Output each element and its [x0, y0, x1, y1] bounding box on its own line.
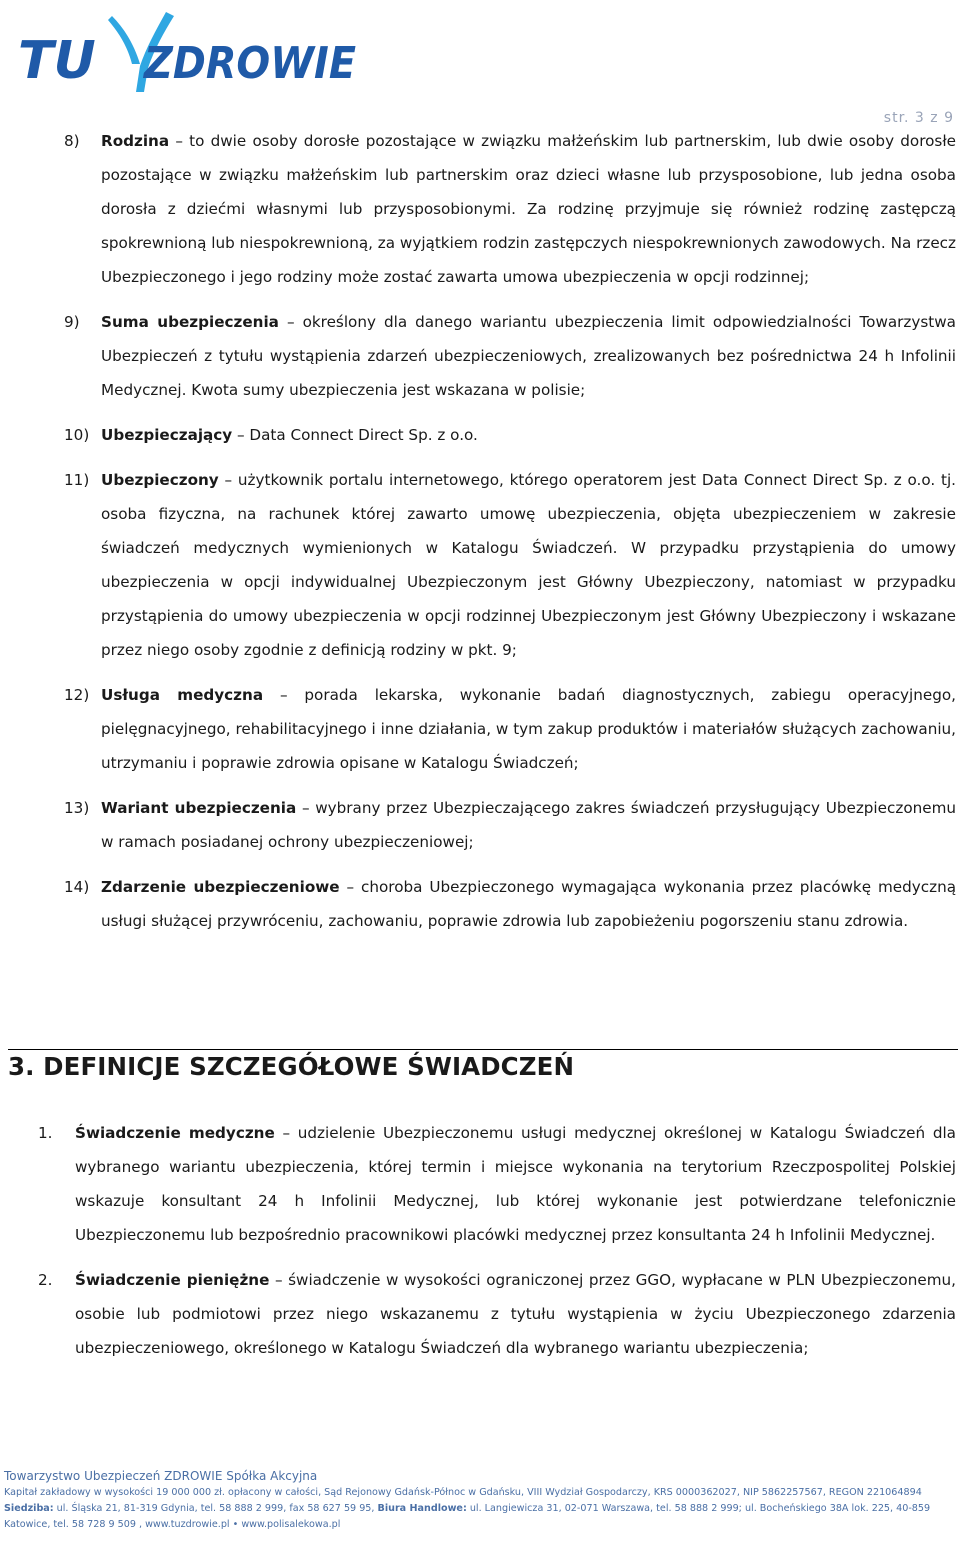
item-number: 11) — [64, 471, 90, 489]
definition-text: – użytkownik portalu internetowego, którego operatorem jest Data Connect Direct Sp. z o.o. tj. osoba fizyczna, na rachunek której zawarto umowę ubezpieczenia, objęta ubezpieczeniem w zakresie świadczeń medycznych wymienionych w Katalogu Świadczeń. W przypadku przystąpienia do umowy ubezpieczenia w opcji indywidualnej Ubezpieczonym jest Główny Ubezpieczony, natomiast w przypadku przystąpienia do umowy ubezpieczenia w opcji rodzinnej Ubezpieczonym jest Główny Ubezpieczony i wskazane przez niego osoby zgodnie z definicją rodziny w pkt. 9; — [101, 471, 956, 659]
footer-offices: ul. Langiewicza 31, 02-071 Warszawa, tel. 58 888 2 999; ul. Bocheńskiego 38A lok. 225, 40-859 — [466, 1503, 931, 1514]
definition-term: Ubezpieczający — [101, 426, 233, 444]
footer-line-2 — [4, 1501, 958, 1517]
logo-swoosh-icon — [108, 16, 140, 64]
item-number: 1. — [38, 1124, 53, 1142]
footer-line-3: Katowice, tel. 58 728 9 509 , www.tuzdrowie.pl • www.polisalekowa.pl — [4, 1519, 341, 1530]
definitions-list — [64, 124, 956, 949]
definition-text: – Data Connect Direct Sp. z o.o. — [232, 426, 478, 444]
logo-text-tu: TU — [18, 31, 96, 91]
item-number: 8) — [64, 132, 80, 150]
section-title: 3. DEFINICJE SZCZEGÓŁOWE ŚWIADCZEŃ — [8, 1052, 575, 1081]
definition-term: Świadczenie medyczne — [75, 1124, 275, 1142]
definition-term: Świadczenie pieniężne — [75, 1271, 270, 1289]
definition-term: Ubezpieczony — [101, 471, 219, 489]
detailed-definitions-list — [38, 1116, 956, 1376]
section-heading — [8, 1049, 958, 1086]
item-number: 2. — [38, 1271, 53, 1289]
definition-term: Rodzina — [101, 132, 170, 150]
definition-item — [64, 124, 956, 294]
company-logo — [16, 8, 362, 100]
item-number: 13) — [64, 799, 90, 817]
page-footer — [4, 1467, 958, 1533]
definition-text: – to dwie osoby dorosłe pozostające w związku małżeńskim lub partnerskim, lub dwie osoby dorosłe pozostające w związku małżeńskim lub partnerskim oraz dzieci własne lub przysposobione, lub jedna osoba dorosła z dziećmi własnymi lub przysposobionymi. Za rodzinę przyjmuje się również rodzinę zastępczą spokrewnioną lub niespokrewnioną, za wyjątkiem rodzin zastępczych niespokrewnionych zawodowych. Na rzecz Ubezpieczonego i jego rodziny może zostać zawarta umowa ubezpieczenia w opcji rodzinnej; — [101, 132, 956, 286]
definition-item — [64, 791, 956, 859]
definition-item — [64, 463, 956, 667]
definition-text: – choroba Ubezpieczonego wymagająca wykonania przez placówkę medyczną usługi służącej przywróceniu, zachowaniu, poprawie zdrowia lub zapobieżeniu pogorszeniu stanu zdrowia. — [101, 878, 956, 930]
definition-item — [64, 870, 956, 938]
definition-term: Suma ubezpieczenia — [101, 313, 279, 331]
definition-term: Usługa medyczna — [101, 686, 264, 704]
definition-item — [64, 678, 956, 780]
item-number: 10) — [64, 426, 90, 444]
logo-text-zdrowie: ZDROWIE — [142, 38, 356, 89]
definition-item — [38, 1263, 956, 1365]
footer-label-biura: Biura Handlowe: — [377, 1503, 467, 1514]
item-number: 9) — [64, 313, 80, 331]
definition-term: Zdarzenie ubezpieczeniowe — [101, 878, 340, 896]
item-number: 14) — [64, 878, 90, 896]
footer-address: ul. Śląska 21, 81-319 Gdynia, tel. 58 888 2 999, fax 58 627 59 95, — [53, 1503, 378, 1514]
definition-term: Wariant ubezpieczenia — [101, 799, 297, 817]
definition-text: – porada lekarska, wykonanie badań diagnostycznych, zabiegu operacyjnego, pielęgnacyjnego, rehabilitacyjnego i inne działania, w tym zakup produktów i materiałów służących zachowaniu, utrzymaniu i poprawie zdrowia opisane w Katalogu Świadczeń; — [101, 686, 956, 772]
definition-text: – świadczenie w wysokości ograniczonej przez GGO, wypłacane w PLN Ubezpieczonemu, osobie lub podmiotowi przez niego wskazanemu z tytułu wystąpienia w życiu Ubezpieczonego zdarzenia ubezpieczeniowego, określonego w Katalogu Świadczeń dla wybranego wariantu ubezpieczenia; — [75, 1271, 956, 1357]
definition-item — [64, 418, 956, 452]
footer-label-siedziba: Siedziba: — [4, 1503, 54, 1514]
footer-company: Towarzystwo Ubezpieczeń ZDROWIE Spółka Akcyjna — [4, 1469, 318, 1483]
definition-item — [64, 305, 956, 407]
page-number: str. 3 z 9 — [883, 110, 954, 126]
definition-text: – wybrany przez Ubezpieczającego zakres świadczeń przysługujący Ubezpieczonemu w ramach posiadanej ochrony ubezpieczeniowej; — [101, 799, 956, 851]
footer-line-1: Kapitał zakładowy w wysokości 19 000 000 zł. opłacony w całości, Sąd Rejonowy Gdańsk-Północ w Gdańsku, VIII Wydział Gospodarczy, KRS 0000362027, NIP 5862257567, REGON 221064894 — [4, 1487, 922, 1498]
item-number: 12) — [64, 686, 90, 704]
definition-text: – udzielenie Ubezpieczonemu usługi medycznej określonej w Katalogu Świadczeń dla wybranego wariantu ubezpieczenia, której termin i miejsce wykonania na terytorium Rzeczpospolitej Polskiej wskazuje konsultant 24 h Infolinii Medycznej, lub której wykonanie jest potwierdzane telefonicznie Ubezpieczonemu lub bezpośrednio pracownikowi placówki medycznej przez konsultanta 24 h Infolinii Medycznej. — [75, 1124, 956, 1244]
definition-text: – określony dla danego wariantu ubezpieczenia limit odpowiedzialności Towarzystwa Ubezpieczeń z tytułu wystąpienia zdarzeń ubezpieczeniowych, zrealizowanych bez pośrednictwa 24 h Infolinii Medycznej. Kwota sumy ubezpieczenia jest wskazana w polisie; — [101, 313, 956, 399]
definition-item — [38, 1116, 956, 1252]
